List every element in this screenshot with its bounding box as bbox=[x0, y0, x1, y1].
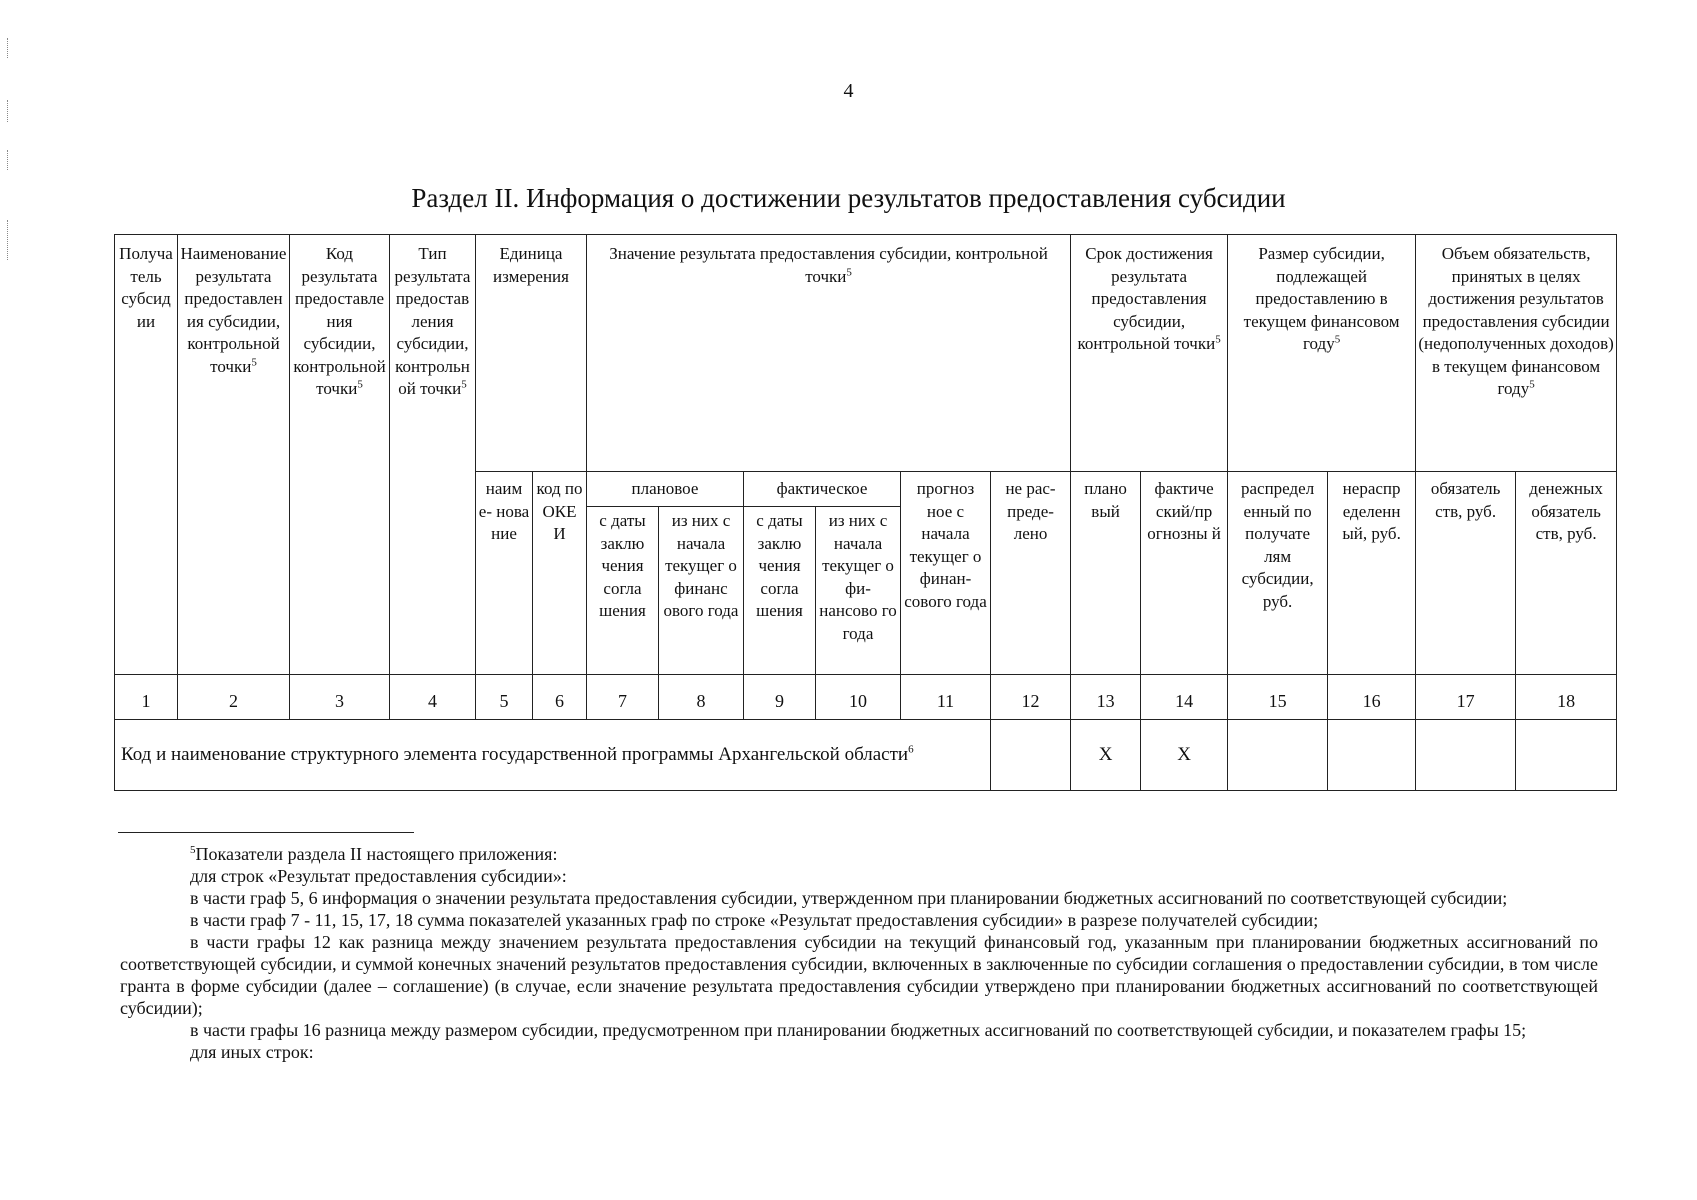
section-title: Раздел II. Информация о достижении результатов предоставления субсидии bbox=[411, 183, 1286, 213]
footnote-paragraph: для строк «Результат предоставления субсидии»: bbox=[190, 866, 567, 886]
subheader-actual: фактическое bbox=[744, 472, 901, 507]
column-number: 8 bbox=[659, 675, 744, 720]
column-number: 18 bbox=[1516, 675, 1617, 720]
header-obligations: Объем обязательств, принятых в целях достижения результатов предоставления субсидии (недополученных доходов) в текущем финансовом году$^5$ bbox=[1416, 235, 1617, 472]
table-cell bbox=[1516, 720, 1617, 791]
subheader-distributed: распредел енный по получате лям субсидии, руб. bbox=[1228, 472, 1328, 675]
column-number: 17 bbox=[1416, 675, 1516, 720]
subsubheader-planned-current-year: из них с начала текущег о финанс ового года bbox=[659, 507, 744, 675]
subheader-undistributed: не рас- преде- лено bbox=[991, 472, 1071, 675]
table-cell bbox=[1416, 720, 1516, 791]
column-number: 11 bbox=[901, 675, 991, 720]
column-number: 4 bbox=[390, 675, 476, 720]
footnote-paragraph: в части граф 7 - 11, 15, 17, 18 сумма показателей указанных граф по строке «Результат предоставления субсидии» в разрезе получателей субсидии; bbox=[190, 910, 1319, 930]
page-number: 4 bbox=[843, 80, 854, 102]
table-cell bbox=[1228, 720, 1328, 791]
header-result-code: Код результата предоставления субсидии, контрольной точки$^5$ bbox=[290, 235, 390, 675]
column-number: 2 bbox=[178, 675, 290, 720]
header-recipient: Получатель субсидии bbox=[115, 235, 178, 675]
column-number-row bbox=[115, 675, 1617, 720]
column-number: 14 bbox=[1141, 675, 1228, 720]
column-number: 13 bbox=[1071, 675, 1141, 720]
header-subsidy-size: Размер субсидии, подлежащей предоставлению в текущем финансовом году$^5$ bbox=[1228, 235, 1416, 472]
header-result-name: Наименование результата предоставления субсидии, контрольной точки$^5$ bbox=[178, 235, 290, 675]
table-cell bbox=[991, 720, 1071, 791]
subheader-forecast: прогноз ное с начала текущег о финан- сового года bbox=[901, 472, 991, 675]
header-unit: Единица измерения bbox=[476, 235, 587, 472]
footnote-paragraph: в части графы 12 как разница между значением результата предоставления субсидии на текущий финансовый год, указанным при планировании бюджетных ассигнований по соответствующей субсидии, и суммой конечных значений результатов предоставления субсидии, включенных в заключенные по субсидии соглашения о предоставлении субсидии, в том числе гранта в форме субсидии (далее – соглашение) (в случае, если значение результата предоставления субсидии утверждено при планировании бюджетных ассигнований по соответствующей субсидии); bbox=[120, 932, 1598, 1018]
header-value: Значение результата предоставления субсидии, контрольной точки$^5$ bbox=[587, 235, 1071, 472]
column-number: 5 bbox=[476, 675, 533, 720]
subsubheader-actual-current-year: из них с начала текущег о фи- нансово го года bbox=[816, 507, 901, 675]
subheader-not-distributed: нераспр еделенн ый, руб. bbox=[1328, 472, 1416, 675]
header-deadline: Срок достижения результата предоставления субсидии, контрольной точки$^5$ bbox=[1071, 235, 1228, 472]
header-row-1 bbox=[115, 235, 1617, 472]
footnotes bbox=[120, 843, 1598, 1063]
header-result-type: Тип результата предоставления субсидии, контрольной точки$^5$ bbox=[390, 235, 476, 675]
scan-margin-mark bbox=[7, 220, 8, 260]
subheader-obligations-rub: обязатель ств, руб. bbox=[1416, 472, 1516, 675]
column-number: 3 bbox=[290, 675, 390, 720]
column-number: 1 bbox=[115, 675, 178, 720]
scan-margin-mark bbox=[7, 100, 8, 122]
footnote-paragraph: $^5$Показатели раздела II настоящего приложения: bbox=[190, 844, 558, 864]
table-cell-col13: X bbox=[1071, 720, 1141, 791]
scan-margin-mark bbox=[7, 38, 8, 58]
column-number: 6 bbox=[533, 675, 587, 720]
subheader-planned: плановое bbox=[587, 472, 744, 507]
results-table bbox=[114, 234, 1617, 791]
scan-margin-mark bbox=[7, 150, 8, 170]
subheader-unit-name: наим е- нова ние bbox=[476, 472, 533, 675]
subheader-deadline-actual: фактиче ский/пр огнозны й bbox=[1141, 472, 1228, 675]
column-number: 12 bbox=[991, 675, 1071, 720]
column-number: 9 bbox=[744, 675, 816, 720]
column-number: 16 bbox=[1328, 675, 1416, 720]
table-row bbox=[115, 720, 1617, 791]
column-number: 10 bbox=[816, 675, 901, 720]
footnote-paragraph: в части графы 16 разница между размером субсидии, предусмотренном при планировании бюджетных ассигнований по соответствующей субсидии, и показателем графы 15; bbox=[190, 1020, 1527, 1040]
subsubheader-actual-since-agreement: с даты заклю чения согла шения bbox=[744, 507, 816, 675]
structural-element-label: Код и наименование структурного элемента государственной программы Архангельской области$^6$ bbox=[115, 720, 991, 791]
subsubheader-planned-since-agreement: с даты заклю чения согла шения bbox=[587, 507, 659, 675]
subheader-money-obligations: денежных обязатель ств, руб. bbox=[1516, 472, 1617, 675]
footnote-paragraph: для иных строк: bbox=[190, 1042, 314, 1062]
footnote-paragraph: в части граф 5, 6 информация о значении результата предоставления субсидии, утвержденном при планировании бюджетных ассигнований по соответствующей субсидии; bbox=[190, 888, 1508, 908]
subheader-deadline-planned: плано вый bbox=[1071, 472, 1141, 675]
subheader-unit-okei: код по ОКЕ И bbox=[533, 472, 587, 675]
footnote-separator bbox=[118, 832, 414, 833]
table-cell bbox=[1328, 720, 1416, 791]
column-number: 7 bbox=[587, 675, 659, 720]
table-cell-col14: X bbox=[1141, 720, 1228, 791]
column-number: 15 bbox=[1228, 675, 1328, 720]
